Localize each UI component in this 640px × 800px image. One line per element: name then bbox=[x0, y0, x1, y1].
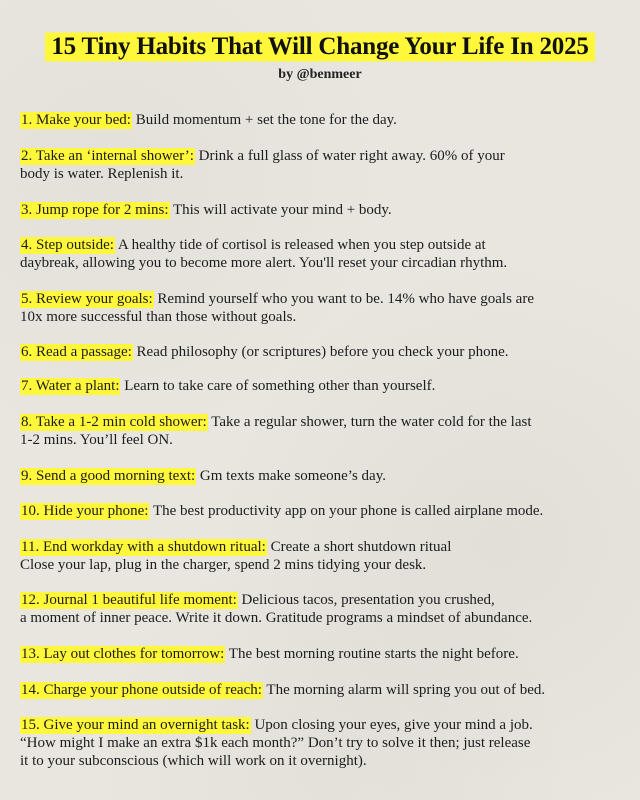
habit-text-14: The morning alarm will spring you out of bed. bbox=[262, 682, 546, 698]
habit-item-5 bbox=[20, 290, 624, 326]
author-byline: by @benmeer bbox=[278, 67, 362, 82]
habit-text-4: A healthy tide of cortisol is released when you step outside at daybreak, allowing you to become more alert. You'll reset your circadian rhythm. bbox=[20, 237, 508, 271]
habit-item-3 bbox=[20, 201, 624, 219]
habit-label-10: 10. Hide your phone: bbox=[21, 503, 149, 519]
habit-text-3: This will activate your mind + body. bbox=[169, 202, 392, 218]
habit-text-8: Take a regular shower, turn the water cold for the last 1-2 mins. You’ll feel ON. bbox=[20, 414, 532, 448]
habit-label-15: 15. Give your mind an overnight task: bbox=[21, 717, 250, 733]
habit-item-14 bbox=[20, 681, 624, 699]
habit-text-2: Drink a full glass of water right away. 60% of your body is water. Replenish it. bbox=[20, 148, 505, 182]
habit-label-1: 1. Make your bed: bbox=[21, 112, 131, 128]
page-title: 15 Tiny Habits That Will Change Your Life In 2025 bbox=[45, 30, 594, 64]
habit-text-9: Gm texts make someone’s day. bbox=[196, 468, 386, 484]
habit-text-1: Build momentum + set the tone for the day. bbox=[131, 112, 397, 128]
habit-text-10: The best productivity app on your phone is called airplane mode. bbox=[149, 503, 544, 519]
habit-label-13: 13. Lay out clothes for tomorrow: bbox=[21, 646, 225, 662]
habit-label-11: 11. End workday with a shutdown ritual: bbox=[21, 539, 266, 555]
habit-label-2: 2. Take an ‘internal shower’: bbox=[21, 148, 194, 164]
habit-text-13: The best morning routine starts the night before. bbox=[225, 646, 519, 662]
habit-text-12: Delicious tacos, presentation you crushed, a moment of inner peace. Write it down. Gratitude programs a mindset of abundance. bbox=[20, 592, 533, 626]
habit-item-6 bbox=[20, 343, 624, 361]
habit-text-11: Create a short shutdown ritual Close your lap, plug in the charger, spend 2 mins tidying your desk. bbox=[20, 539, 452, 573]
habit-label-12: 12. Journal 1 beautiful life moment: bbox=[21, 592, 237, 608]
habit-item-12 bbox=[20, 591, 624, 627]
habit-label-14: 14. Charge your phone outside of reach: bbox=[21, 682, 262, 698]
habit-item-1 bbox=[20, 111, 624, 129]
habit-item-15 bbox=[20, 716, 624, 770]
habit-item-13 bbox=[20, 645, 624, 663]
habit-item-4 bbox=[20, 236, 624, 272]
habit-item-2 bbox=[20, 147, 624, 183]
habit-item-7 bbox=[20, 377, 624, 395]
habit-label-9: 9. Send a good morning text: bbox=[21, 468, 196, 484]
habit-text-7: Learn to take care of something other than yourself. bbox=[120, 378, 436, 394]
habit-text-6: Read philosophy (or scriptures) before you check your phone. bbox=[132, 344, 509, 360]
title-wrap bbox=[0, 30, 640, 64]
habit-item-11 bbox=[20, 538, 624, 574]
habit-label-7: 7. Water a plant: bbox=[21, 378, 120, 394]
habit-text-5: Remind yourself who you want to be. 14% who have goals are 10x more successful than those without goals. bbox=[20, 291, 534, 325]
habit-label-3: 3. Jump rope for 2 mins: bbox=[21, 202, 169, 218]
habit-item-8 bbox=[20, 413, 624, 449]
habit-label-5: 5. Review your goals: bbox=[21, 291, 153, 307]
habit-text-15: Upon closing your eyes, give your mind a job. “How might I make an extra $1k each month?” Don’t try to solve it then; just release it to your subconscious (which will work on it overnight). bbox=[20, 717, 533, 769]
habit-item-9 bbox=[20, 467, 624, 485]
habit-label-4: 4. Step outside: bbox=[21, 237, 114, 253]
habit-label-6: 6. Read a passage: bbox=[21, 344, 132, 360]
habit-label-8: 8. Take a 1-2 min cold shower: bbox=[21, 414, 207, 430]
habit-item-10 bbox=[20, 502, 624, 520]
